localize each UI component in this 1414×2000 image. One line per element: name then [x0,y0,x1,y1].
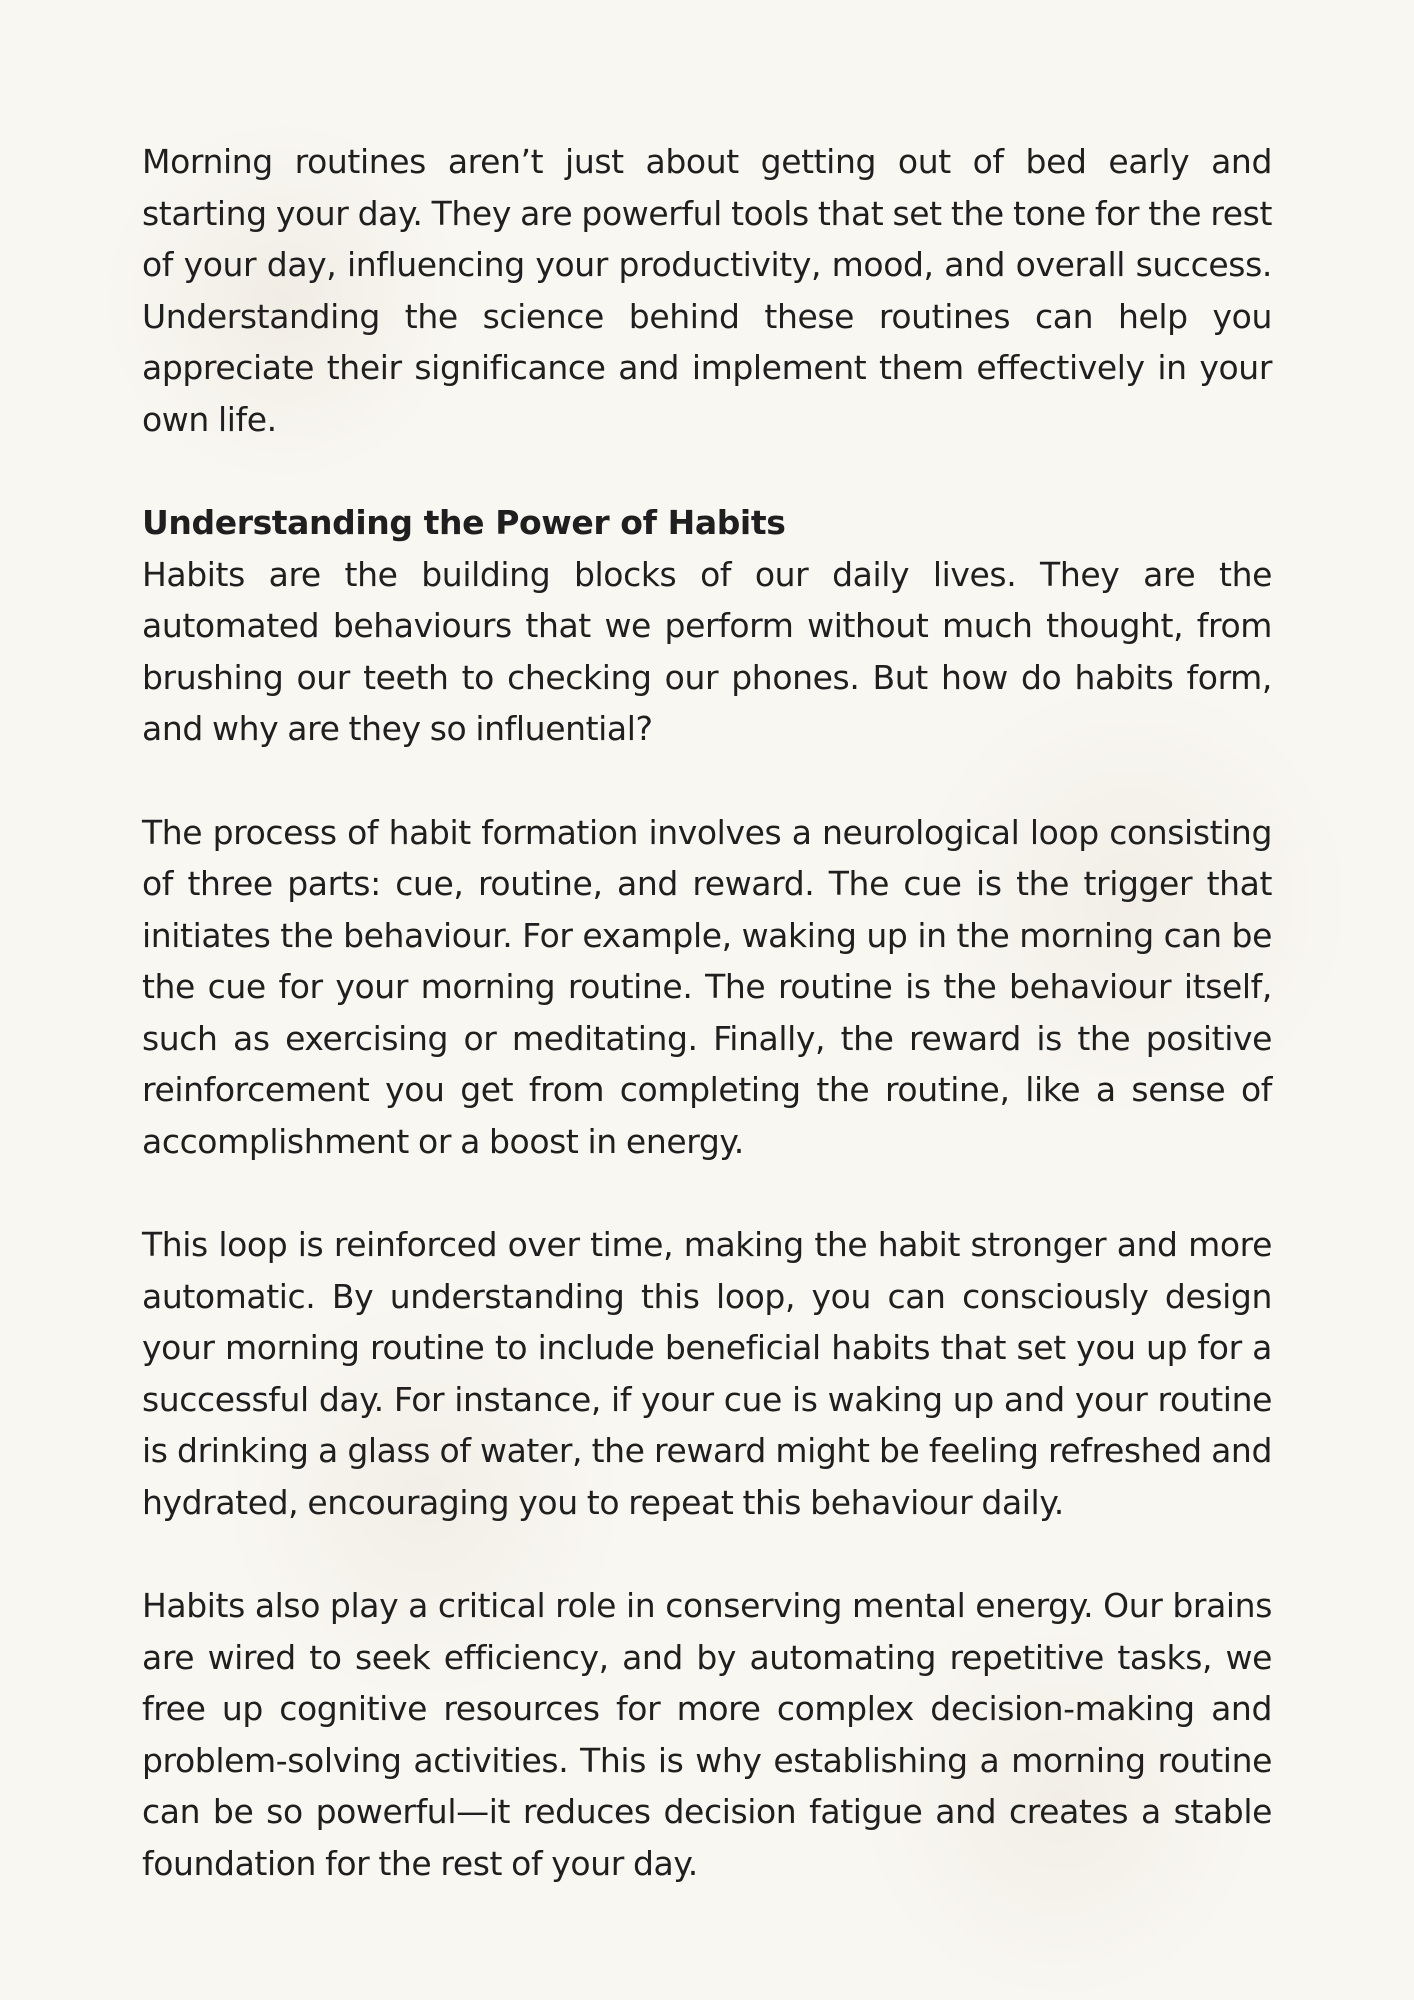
habit-loop-paragraph: The process of habit formation involves a neurological loop consisting of three parts: cue, routine, and reward. The cue is the trigger that initiates the behaviour. For example, waking up in the morning can be the cue for your morning routine. The routine is the behaviour itself, such as exercising or meditating. Finally, the reward is the positive reinforcement you get from completing the routine, like a sense of accomplishment or a boost in energy. [142,812,1272,1161]
section-heading: Understanding the Power of Habits [142,503,786,542]
mental-energy-paragraph: Habits also play a critical role in conserving mental energy. Our brains are wired to seek efficiency, and by automating repetitive tasks, we free up cognitive resources for more complex decision-making and problem-solving activities. This is why establishing a morning routine can be so powerful—it reduces decision fatigue and creates a stable foundation for the rest of your day. [142,1586,1272,1883]
section-first-paragraph: Habits are the building blocks of our daily lives. They are the automated behaviours that we perform without much thought, from brushing our teeth to checking our phones. But how do habits form, and why are they so influential? [142,554,1272,748]
habits-section [142,497,1272,755]
loop-reinforcement-paragraph: This loop is reinforced over time, making the habit stronger and more automatic. By understanding this loop, you can consciously design your morning routine to include beneficial habits that set you up for a successful day. For instance, if your cue is waking up and your routine is drinking a glass of water, the reward might be feeling refreshed and hydrated, encouraging you to repeat this behaviour daily. [142,1225,1272,1522]
intro-paragraph: Morning routines aren’t just about getting out of bed early and starting your day. They are powerful tools that set the tone for the rest of your day, influencing your productivity, mood, and overall success. Understanding the science behind these routines can help you appreciate their significance and implement them effectively in your own life. [142,142,1272,439]
document-body [142,136,1272,1941]
